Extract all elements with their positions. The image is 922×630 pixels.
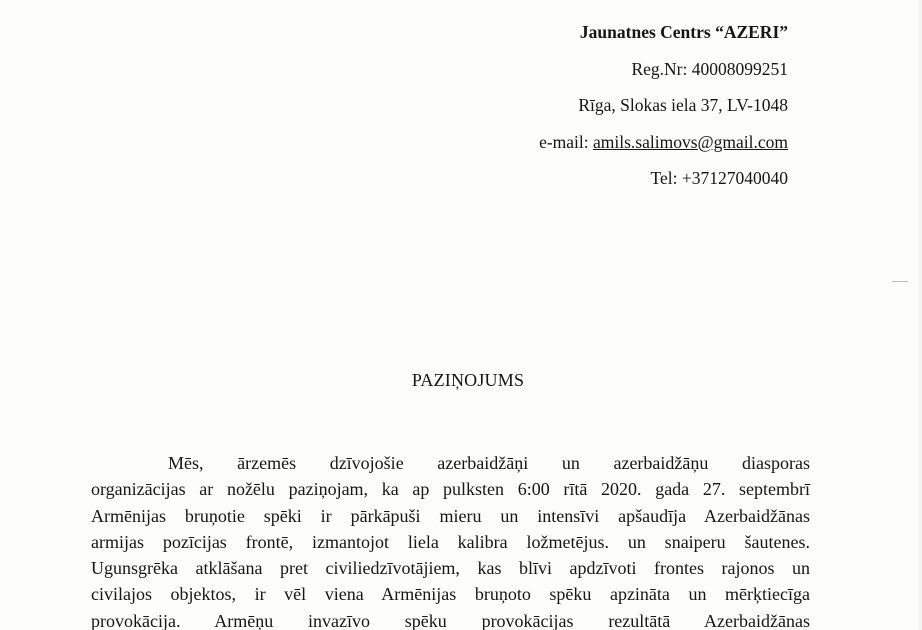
telephone: Tel: +37127040040 <box>650 168 788 188</box>
scan-shade <box>917 0 922 630</box>
registration-number: Reg.Nr: 40008099251 <box>631 58 788 79</box>
body-line: civilajos objektos, ir vēl viena Armēnijas bruņoto spēku apzināta un mērķtiecīga <box>91 584 810 605</box>
letterhead <box>539 14 788 197</box>
body-paragraph <box>91 450 810 630</box>
body-line: Mēs, ārzemēs dzīvojošie azerbaidžāņi un azerbaidžāņu diasporas <box>168 453 810 473</box>
body-line: organizācijas ar nožēlu paziņojam, ka ap pulksten 6:00 rītā 2020. gada 27. septembrī <box>91 479 810 500</box>
body-line: Armēnijas bruņotie spēki ir pārkāpuši mieru un intensīvi apšaudīja Azerbaidžānas <box>91 505 810 526</box>
email-label: e-mail: <box>539 131 593 152</box>
body-line: armijas pozīcijas frontē, izmantojot liela kalibra ložmetējus. un snaiperu šautenes. <box>91 531 810 552</box>
organization-name: Jaunatnes Centrs “AZERI” <box>579 22 788 42</box>
scan-edge-mark <box>892 281 908 282</box>
body-line: provokācija. Armēņu invazīvo spēku provokācijas rezultātā Azerbaidžānas <box>91 610 810 630</box>
email-line <box>539 124 788 161</box>
address: Rīga, Slokas iela 37, LV-1048 <box>578 95 788 115</box>
body-line: Ugunsgrēka atklāšana pret civiliedzīvotājiem, kas blīvi apdzīvoti frontes rajonos un <box>91 558 810 579</box>
email-link[interactable]: amils.salimovs@gmail.com <box>593 131 788 152</box>
document-title: PAZIŅOJUMS <box>411 370 525 390</box>
document-title-row <box>0 370 922 391</box>
